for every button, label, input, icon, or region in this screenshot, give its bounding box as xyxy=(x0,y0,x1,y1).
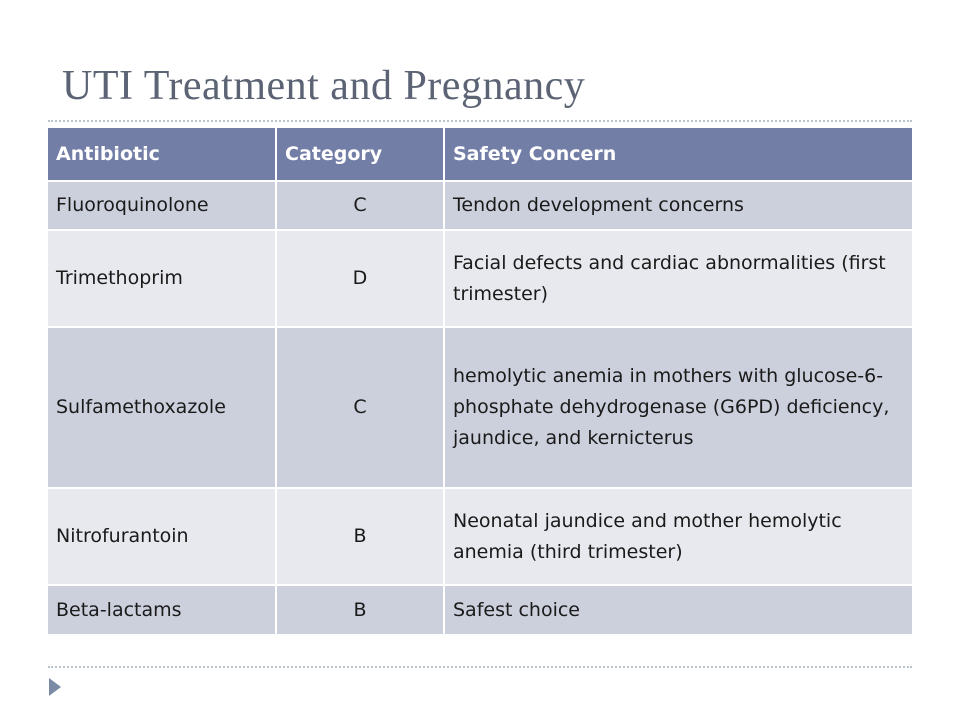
antibiotic-cell: Beta-lactams xyxy=(48,585,276,634)
safety-concern-cell: Safest choice xyxy=(444,585,912,634)
safety-concern-cell: hemolytic anemia in mothers with glucose-6-phosphate dehydrogenase (G6PD) deficiency, jaundice, and kernicterus xyxy=(444,327,912,488)
antibiotic-cell: Sulfamethoxazole xyxy=(48,327,276,488)
title-divider xyxy=(48,120,912,122)
safety-concern-cell: Facial defects and cardiac abnormalities (first trimester) xyxy=(444,230,912,327)
header-safety-concern: Safety Concern xyxy=(444,128,912,181)
category-cell: C xyxy=(276,327,444,488)
antibiotic-cell: Trimethoprim xyxy=(48,230,276,327)
safety-concern-cell: Tendon development concerns xyxy=(444,181,912,230)
slide-title: UTI Treatment and Pregnancy xyxy=(62,63,586,109)
table-row xyxy=(48,488,912,585)
antibiotic-cell: Nitrofurantoin xyxy=(48,488,276,585)
table-row xyxy=(48,230,912,327)
header-category: Category xyxy=(276,128,444,181)
antibiotic-table xyxy=(48,128,912,634)
antibiotic-cell: Fluoroquinolone xyxy=(48,181,276,230)
table-row xyxy=(48,585,912,634)
triangle-bullet-icon xyxy=(49,678,61,696)
category-cell: B xyxy=(276,585,444,634)
category-cell: B xyxy=(276,488,444,585)
category-cell: C xyxy=(276,181,444,230)
category-cell: D xyxy=(276,230,444,327)
header-antibiotic: Antibiotic xyxy=(48,128,276,181)
safety-concern-cell: Neonatal jaundice and mother hemolytic anemia (third trimester) xyxy=(444,488,912,585)
table-row xyxy=(48,181,912,230)
table-row xyxy=(48,327,912,488)
table-header-row xyxy=(48,128,912,181)
footer-divider xyxy=(48,666,912,668)
